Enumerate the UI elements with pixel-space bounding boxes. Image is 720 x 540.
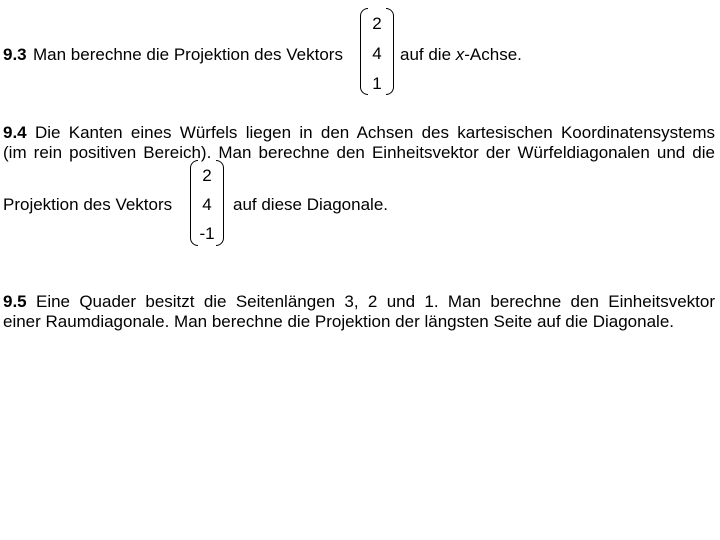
problem-number: 9.3: [3, 45, 27, 64]
vector-component: 4: [202, 195, 212, 214]
vector-component: 4: [372, 44, 382, 63]
problem-text-after: auf die x-Achse.: [400, 45, 522, 64]
vector-matrix: [360, 8, 394, 95]
vector-component: 1: [372, 74, 382, 93]
vector-component: 2: [202, 166, 212, 185]
vector-matrix: [190, 160, 224, 246]
problem-line: 9.5 Eine Quader besitzt die Seitenlängen 3, 2 und 1. Man berechne den Einheitsvektor: [3, 292, 715, 311]
problem-line: einer Raumdiagonale. Man berechne die Projektion der längsten Seite auf die Diagonale.: [3, 312, 674, 331]
problem-line: (im rein positiven Bereich). Man berechne den Einheitsvektor der Würfeldiagonalen und die: [3, 143, 715, 162]
problem-text: Man berechne die Projektion des Vektors: [33, 45, 343, 64]
problem-number: 9.5: [3, 292, 27, 311]
problem-text: Projektion des Vektors: [3, 195, 173, 214]
vector-component: -1: [199, 224, 215, 243]
problem-number: 9.4: [3, 123, 27, 142]
problem-text-after: auf diese Diagonale.: [233, 195, 389, 214]
vector-component: 2: [372, 14, 382, 33]
problem-line: 9.4 Die Kanten eines Würfels liegen in den Achsen des kartesischen Koordinatensystems: [3, 123, 715, 142]
